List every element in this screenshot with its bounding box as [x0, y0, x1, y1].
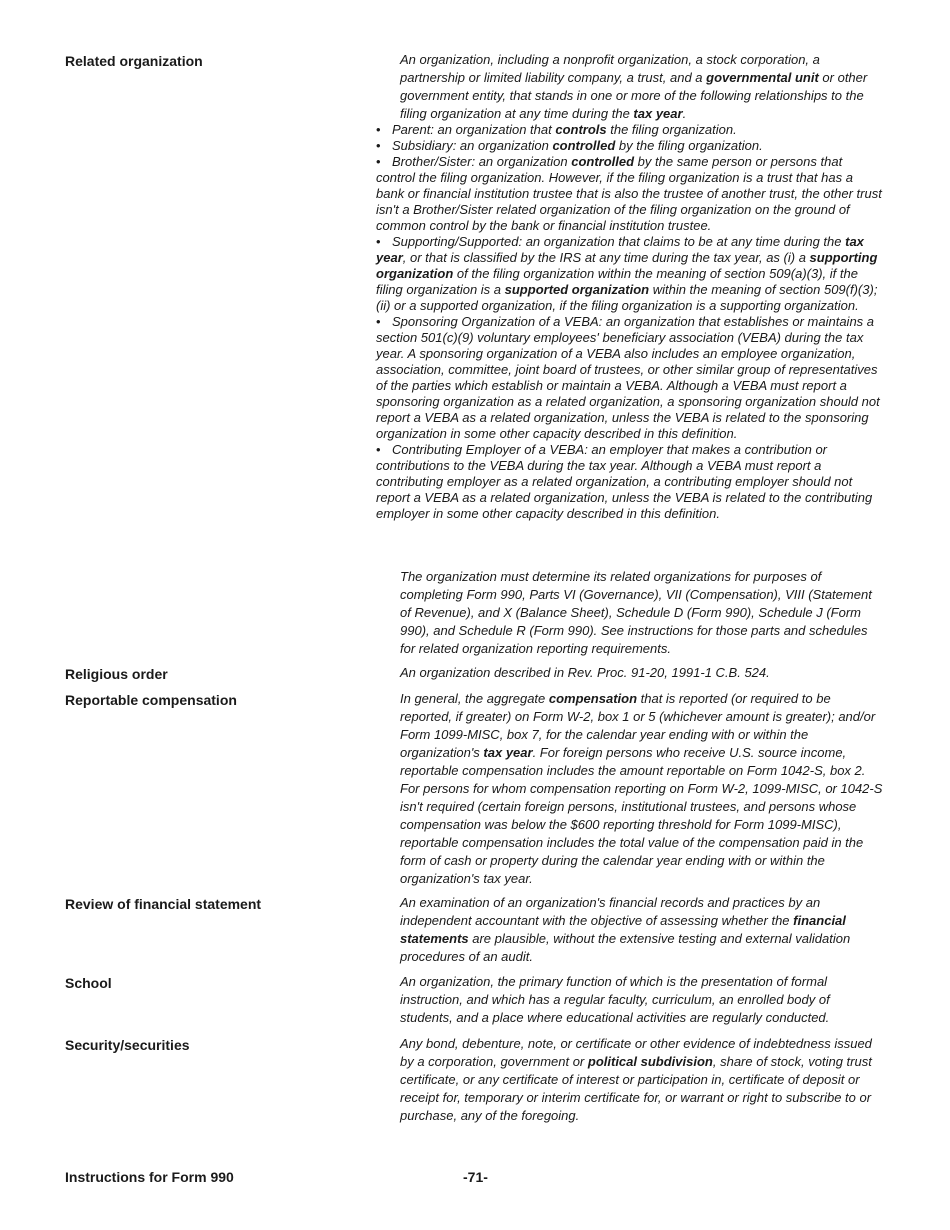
definition-related-organization-intro: An organization, including a nonprofit organization, a stock corporation, a partnership or limited liability company, a trust, and a governmental unit or other government entity, that stands in one or more of the following relationships to the filing organization at any time during the tax year. — [400, 52, 868, 121]
bullet-subsidiary: • Subsidiary: an organization controlled by the filing organization. — [376, 138, 763, 153]
definition-related-organization-closing: The organization must determine its related organizations for purposes of completing Form 990, Parts VI (Governance), VII (Compensation), VIII (Statement of Revenue), and X (Balance Sheet), Schedule D (Form 990), Schedule J (Form 990), and Schedule R (Form 990). See instructions for those parts and schedules for related organization reporting requirements. — [400, 569, 872, 656]
term-related-organization: Related organization — [65, 53, 203, 69]
bullet-contributing-employer: • Contributing Employer of a VEBA: an employer that makes a contribution or contributions to the VEBA during the tax year. Although a VEBA must report a contributing employer as a related organization, a contributing employer should not report a VEBA as a related organization, unless the VEBA is related to the contributing employer in some other capacity described in this definition. — [376, 442, 873, 521]
related-organization-bullet-list — [376, 122, 884, 522]
definition-religious-order: An organization described in Rev. Proc. 91-20, 1991-1 C.B. 524. — [400, 665, 770, 680]
definition-review-of-financial-statement: An examination of an organization's financial records and practices by an independent accountant with the objective of assessing whether the financial statements are plausible, without the extensive testing and external validation procedures of an audit. — [400, 895, 851, 964]
term-reportable-compensation: Reportable compensation — [65, 692, 237, 708]
bullet-brother-sister: • Brother/Sister: an organization controlled by the same person or persons that control the filing organization. However, if the filing organization is a trust that has a bank or financial institution trustee that is also the trustee of another trust, the other trust isn't a Brother/Sister related organization of the filing organization on the ground of common control by the bank or financial institution trustee. — [376, 154, 882, 233]
definition-reportable-compensation: In general, the aggregate compensation that is reported (or required to be reported, if greater) on Form W-2, box 1 or 5 (whichever amount is greater); and/or Form 1099-MISC, box 7, for the calendar year ending with or within the organization's tax year. For foreign persons who receive U.S. source income, reportable compensation includes the amount reportable on Form 1042-S, box 2. For persons for whom compensation reporting on Form W-2, 1099-MISC, or 1042-S isn't required (certain foreign persons, institutional trustees, and persons whose compensation was below the $600 reporting threshold for Form 1099-MISC), reportable compensation includes the total value of the compensation paid in the form of cash or property during the calendar year ending with or within the organization's tax year. — [400, 691, 883, 886]
term-religious-order: Religious order — [65, 666, 168, 682]
bullet-sponsoring-veba: • Sponsoring Organization of a VEBA: an organization that establishes or maintains a section 501(c)(9) voluntary employees' beneficiary association (VEBA) during the tax year. A sponsoring organization of a VEBA also includes an employee organization, association, committee, joint board of trustees, or other similar group of representatives of the parties which establish or maintain a VEBA. Although a VEBA must report a sponsoring organization as a related organization, a sponsoring organization should not report a VEBA as a related organization, unless the VEBA is related to the sponsoring organization in some other capacity described in this definition. — [376, 314, 880, 441]
term-security-securities: Security/securities — [65, 1037, 190, 1053]
footer-form-name: Instructions for Form 990 — [65, 1169, 234, 1185]
bullet-parent: • Parent: an organization that controls the filing organization. — [376, 122, 737, 137]
definition-security-securities: Any bond, debenture, note, or certificate or other evidence of indebtedness issued by a corporation, government or political subdivision, share of stock, voting trust certificate, or any certificate of interest or participation in, certificate of deposit or receipt for, temporary or interim certificate for, or warrant or right to subscribe to or purchase, any of the foregoing. — [400, 1036, 872, 1123]
footer-page-number: -71- — [463, 1169, 488, 1185]
definition-school: An organization, the primary function of which is the presentation of formal instruction, and which has a regular faculty, curriculum, an enrolled body of students, and a place where educational activities are regularly conducted. — [400, 974, 830, 1025]
bullet-supporting-supported: • Supporting/Supported: an organization that claims to be at any time during the tax year, or that is classified by the IRS at any time during the tax year, as (i) a supporting organization of the filing organization within the meaning of section 509(a)(3), if the filing organization is a supported organization within the meaning of section 509(f)(3); (ii) or a supported organization, if the filing organization is a supporting organization. — [376, 234, 878, 313]
term-review-of-financial-statement: Review of financial statement — [65, 896, 262, 912]
term-school: School — [65, 975, 112, 991]
